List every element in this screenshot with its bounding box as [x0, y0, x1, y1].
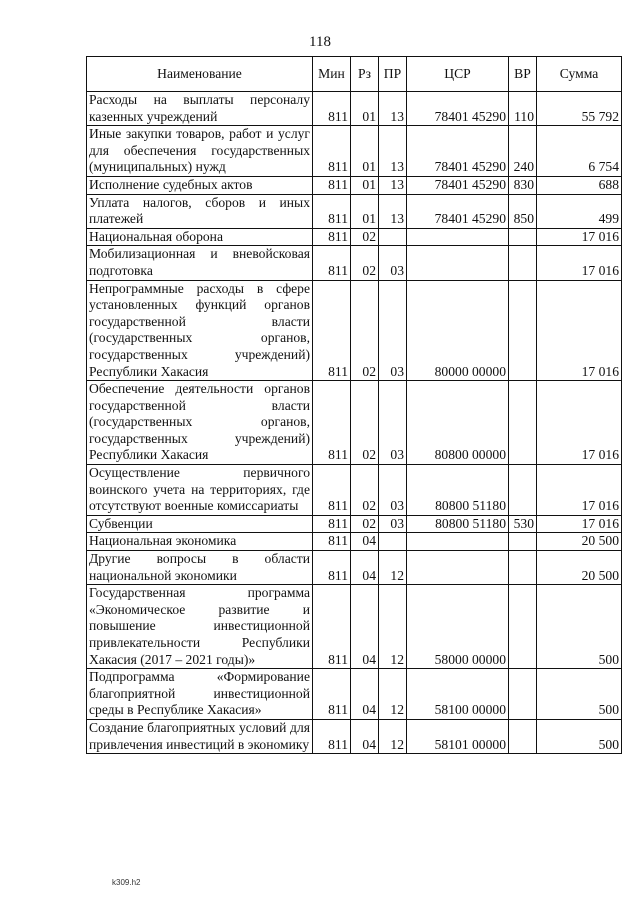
table-row — [87, 194, 622, 228]
cell-vr: 240 — [509, 126, 537, 177]
table-row — [87, 381, 622, 465]
table-row — [87, 585, 622, 669]
cell-min: 811 — [313, 228, 351, 246]
cell-min: 811 — [313, 381, 351, 465]
cell-csr: 58100 00000 — [407, 669, 509, 720]
cell-pr — [379, 533, 407, 551]
cell-name: Национальная оборона — [87, 228, 313, 246]
cell-name: Подпрограмма «Формирование благоприятной инвестиционной среды в Республике Хакасия» — [87, 669, 313, 720]
cell-rz: 02 — [351, 246, 379, 280]
cell-rz: 04 — [351, 669, 379, 720]
cell-sum: 500 — [537, 669, 622, 720]
header-min: Мин — [313, 57, 351, 92]
cell-min: 811 — [313, 669, 351, 720]
cell-rz: 04 — [351, 533, 379, 551]
cell-rz: 04 — [351, 551, 379, 585]
cell-min: 811 — [313, 92, 351, 126]
cell-rz: 02 — [351, 228, 379, 246]
cell-sum: 17 016 — [537, 228, 622, 246]
header-pr: ПР — [379, 57, 407, 92]
cell-pr: 13 — [379, 126, 407, 177]
header-row — [87, 57, 622, 92]
cell-rz: 01 — [351, 126, 379, 177]
cell-vr — [509, 465, 537, 516]
cell-vr: 830 — [509, 176, 537, 194]
page-number: 118 — [309, 34, 331, 50]
cell-csr — [407, 228, 509, 246]
cell-sum: 499 — [537, 194, 622, 228]
table-row — [87, 515, 622, 533]
cell-pr: 03 — [379, 246, 407, 280]
cell-sum: 17 016 — [537, 280, 622, 381]
cell-name: Государственная программа «Экономическое развитие и повышение инвестиционной привлекательности Республики Хакасия (2017 – 2021 годы)» — [87, 585, 313, 669]
cell-name: Иные закупки товаров, работ и услуг для обеспечения государственных (муниципальных) нужд — [87, 126, 313, 177]
cell-min: 811 — [313, 465, 351, 516]
cell-pr: 03 — [379, 515, 407, 533]
cell-csr: 78401 45290 — [407, 176, 509, 194]
cell-vr — [509, 246, 537, 280]
table-row — [87, 719, 622, 753]
cell-vr: 850 — [509, 194, 537, 228]
cell-min: 811 — [313, 585, 351, 669]
cell-csr: 80800 00000 — [407, 381, 509, 465]
cell-min: 811 — [313, 126, 351, 177]
cell-rz: 02 — [351, 515, 379, 533]
table-row — [87, 228, 622, 246]
cell-name: Осуществление первичного воинского учета на территориях, где отсутствуют военные комиссариаты — [87, 465, 313, 516]
cell-sum: 17 016 — [537, 381, 622, 465]
cell-pr: 12 — [379, 551, 407, 585]
cell-csr — [407, 246, 509, 280]
cell-name: Уплата налогов, сборов и иных платежей — [87, 194, 313, 228]
cell-min: 811 — [313, 551, 351, 585]
cell-pr: 12 — [379, 719, 407, 753]
cell-rz: 01 — [351, 176, 379, 194]
table-row — [87, 126, 622, 177]
cell-pr: 13 — [379, 194, 407, 228]
cell-rz: 02 — [351, 280, 379, 381]
cell-min: 811 — [313, 515, 351, 533]
cell-vr — [509, 533, 537, 551]
cell-sum: 6 754 — [537, 126, 622, 177]
header-vr: ВР — [509, 57, 537, 92]
cell-sum: 55 792 — [537, 92, 622, 126]
cell-min: 811 — [313, 280, 351, 381]
cell-pr: 12 — [379, 585, 407, 669]
cell-rz: 04 — [351, 585, 379, 669]
header-name: Наименование — [87, 57, 313, 92]
cell-name: Мобилизационная и вневойсковая подготовка — [87, 246, 313, 280]
cell-vr — [509, 719, 537, 753]
cell-csr: 78401 45290 — [407, 194, 509, 228]
cell-vr — [509, 381, 537, 465]
cell-sum: 500 — [537, 585, 622, 669]
budget-table — [86, 56, 622, 754]
cell-min: 811 — [313, 719, 351, 753]
cell-min: 811 — [313, 176, 351, 194]
cell-csr: 80800 51180 — [407, 465, 509, 516]
cell-pr: 03 — [379, 465, 407, 516]
cell-vr: 530 — [509, 515, 537, 533]
cell-vr — [509, 228, 537, 246]
cell-min: 811 — [313, 533, 351, 551]
cell-min: 811 — [313, 246, 351, 280]
header-rz: Рз — [351, 57, 379, 92]
cell-vr — [509, 551, 537, 585]
cell-rz: 01 — [351, 92, 379, 126]
cell-name: Расходы на выплаты персоналу казенных учреждений — [87, 92, 313, 126]
cell-vr — [509, 280, 537, 381]
cell-sum: 17 016 — [537, 246, 622, 280]
cell-pr: 12 — [379, 669, 407, 720]
cell-vr: 110 — [509, 92, 537, 126]
cell-vr — [509, 585, 537, 669]
header-sum: Сумма — [537, 57, 622, 92]
cell-rz: 02 — [351, 465, 379, 516]
cell-csr: 80800 51180 — [407, 515, 509, 533]
footer-code: k309.h2 — [112, 878, 141, 887]
cell-csr — [407, 533, 509, 551]
cell-pr: 03 — [379, 280, 407, 381]
table-row — [87, 551, 622, 585]
table-row — [87, 92, 622, 126]
cell-sum: 17 016 — [537, 465, 622, 516]
cell-sum: 688 — [537, 176, 622, 194]
cell-sum: 17 016 — [537, 515, 622, 533]
table-row — [87, 176, 622, 194]
cell-name: Обеспечение деятельности органов государственной власти (государственных органов, государственных учреждений) Республики Хакасия — [87, 381, 313, 465]
cell-name: Непрограммные расходы в сфере установленных функций органов государственной власти (государственных органов, государственных учреждений) Республики Хакасия — [87, 280, 313, 381]
cell-name: Создание благоприятных условий для привлечения инвестиций в экономику — [87, 719, 313, 753]
table-row — [87, 280, 622, 381]
cell-csr — [407, 551, 509, 585]
cell-pr — [379, 228, 407, 246]
cell-name: Другие вопросы в области национальной экономики — [87, 551, 313, 585]
table-row — [87, 533, 622, 551]
cell-csr: 78401 45290 — [407, 92, 509, 126]
cell-pr: 03 — [379, 381, 407, 465]
cell-name: Национальная экономика — [87, 533, 313, 551]
cell-csr: 80000 00000 — [407, 280, 509, 381]
cell-name: Исполнение судебных актов — [87, 176, 313, 194]
cell-vr — [509, 669, 537, 720]
cell-sum: 20 500 — [537, 533, 622, 551]
cell-min: 811 — [313, 194, 351, 228]
cell-rz: 04 — [351, 719, 379, 753]
cell-pr: 13 — [379, 176, 407, 194]
cell-sum: 500 — [537, 719, 622, 753]
cell-csr: 58000 00000 — [407, 585, 509, 669]
cell-sum: 20 500 — [537, 551, 622, 585]
table-row — [87, 669, 622, 720]
cell-pr: 13 — [379, 92, 407, 126]
table-row — [87, 246, 622, 280]
table-body — [87, 92, 622, 754]
cell-csr: 78401 45290 — [407, 126, 509, 177]
table-row — [87, 465, 622, 516]
header-csr: ЦСР — [407, 57, 509, 92]
cell-name: Субвенции — [87, 515, 313, 533]
cell-rz: 01 — [351, 194, 379, 228]
cell-csr: 58101 00000 — [407, 719, 509, 753]
cell-rz: 02 — [351, 381, 379, 465]
